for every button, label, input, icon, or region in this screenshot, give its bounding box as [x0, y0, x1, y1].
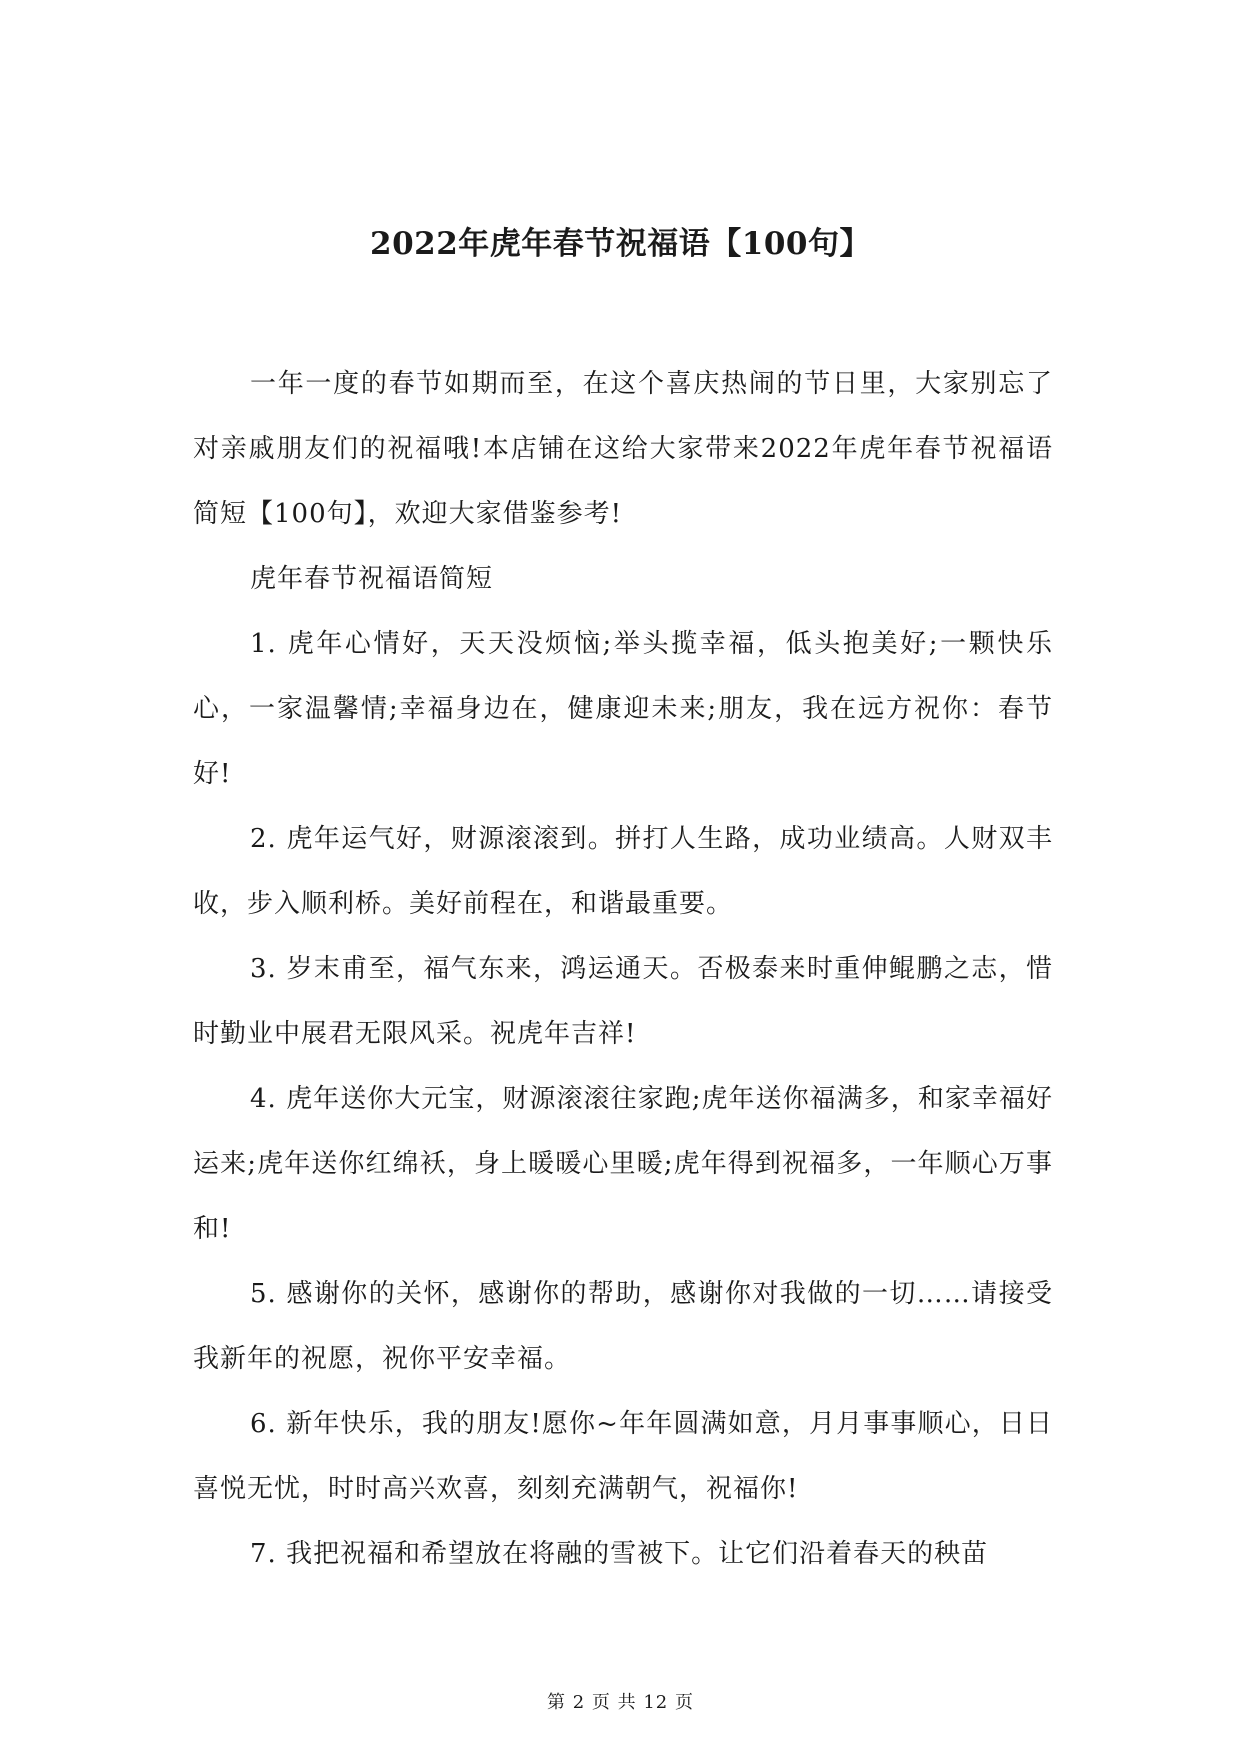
greeting-item-4: 4. 虎年送你大元宝，财源滚滚往家跑;虎年送你福满多，和家幸福好运来;虎年送你红绵袄，身上暖暖心里暖;虎年得到祝福多，一年顺心万事和!	[193, 1084, 1053, 1244]
greeting-item-1: 1. 虎年心情好，天天没烦恼;举头揽幸福，低头抱美好;一颗快乐心，一家温馨情;幸福身边在，健康迎未来;朋友，我在远方祝你：春节好!	[193, 629, 1053, 789]
greeting-item-3: 3. 岁末甫至，福气东来，鸿运通天。否极泰来时重伸鲲鹏之志，惜时勤业中展君无限风采。祝虎年吉祥!	[193, 954, 1053, 1049]
greeting-item-7: 7. 我把祝福和希望放在将融的雪被下。让它们沿着春天的秧苗	[250, 1539, 989, 1569]
greeting-item-5: 5. 感谢你的关怀，感谢你的帮助，感谢你对我做的一切……请接受我新年的祝愿，祝你平安幸福。	[193, 1279, 1053, 1374]
section-heading: 虎年春节祝福语简短	[250, 564, 494, 594]
greeting-item-2: 2. 虎年运气好，财源滚滚到。拼打人生路，成功业绩高。人财双丰收，步入顺利桥。美好前程在，和谐最重要。	[193, 824, 1053, 919]
page-number-footer: 第 2 页 共 12 页	[547, 1692, 694, 1713]
document-body	[193, 352, 1053, 1587]
document-title: 2022年虎年春节祝福语【100句】	[370, 226, 871, 262]
greeting-item-6: 6. 新年快乐，我的朋友!愿你~年年圆满如意，月月事事顺心，日日喜悦无忧，时时高兴欢喜，刻刻充满朝气，祝福你!	[193, 1409, 1053, 1504]
intro-paragraph: 一年一度的春节如期而至，在这个喜庆热闹的节日里，大家别忘了对亲戚朋友们的祝福哦!本店铺在这给大家带来2022年虎年春节祝福语简短【100句】，欢迎大家借鉴参考!	[193, 369, 1053, 529]
